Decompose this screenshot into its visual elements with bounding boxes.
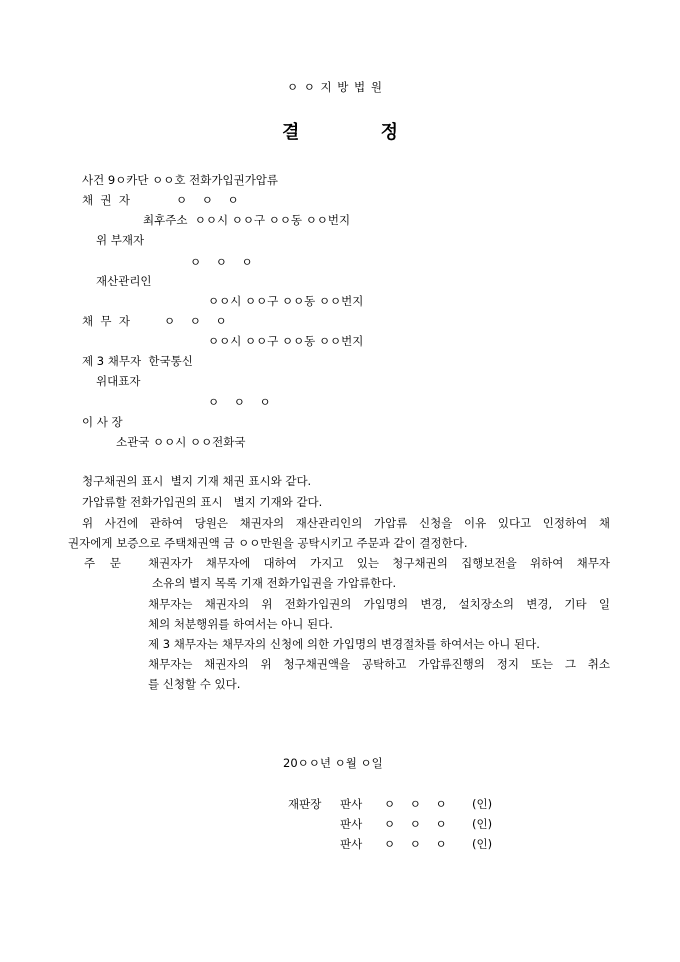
creditor-address: 최후주소 ㅇㅇ시 ㅇㅇ구 ㅇㅇ동 ㅇㅇ번지 bbox=[143, 213, 351, 227]
representative-name: ㅇ ㅇ ㅇ bbox=[208, 395, 271, 409]
judge-title: 판사 bbox=[340, 817, 363, 831]
order-4-line-1: 채무자는 채권자의 위 청구채권액을 공탁하고 가압류진행의 정지 또는 그 취소 bbox=[148, 657, 610, 671]
order-2-line-2: 체의 처분행위를 하여서는 아니 된다. bbox=[148, 617, 333, 631]
debtor-address: ㅇㅇ시 ㅇㅇ구 ㅇㅇ동 ㅇㅇ번지 bbox=[208, 334, 364, 348]
judge-name: ㅇ ㅇ ㅇ bbox=[384, 797, 447, 811]
document-title bbox=[282, 122, 398, 144]
director-label: 이 사 장 bbox=[82, 415, 123, 429]
debtor-label: 채 무 자 bbox=[82, 314, 130, 328]
reason-line-1: 위 사건에 관하여 당원은 채권자의 재산관리인의 가압류 신청을 이유 있다고 인정하여 채 bbox=[82, 516, 610, 530]
judge-seal: (인) bbox=[472, 817, 493, 831]
director-office: 소관국 ㅇㅇ시 ㅇㅇ전화국 bbox=[116, 435, 246, 449]
manager-label: 재산관리인 bbox=[96, 274, 152, 288]
judge-title: 판사 bbox=[340, 837, 363, 851]
absentee-label: 위 부재자 bbox=[96, 233, 145, 247]
absentee-name: ㅇ ㅇ ㅇ bbox=[190, 255, 253, 269]
case-number: 사건 9ㅇ카단 ㅇㅇ호 전화가입권가압류 bbox=[82, 173, 279, 187]
judge-role: 재판장 bbox=[288, 797, 322, 811]
title-char-2: 정 bbox=[380, 122, 398, 143]
judge-seal: (인) bbox=[472, 797, 493, 811]
title-char-1: 결 bbox=[282, 122, 300, 143]
order-1-line-2: 소유의 별지 목록 기재 전화가입권을 가압류한다. bbox=[152, 576, 397, 590]
order-4-line-2: 를 신청할 수 있다. bbox=[148, 677, 241, 691]
order-2-line-1: 채무자는 채권자의 위 전화가입권의 가입명의 변경, 설치장소의 변경, 기타 일 bbox=[148, 597, 610, 611]
manager-address: ㅇㅇ시 ㅇㅇ구 ㅇㅇ동 ㅇㅇ번지 bbox=[208, 294, 364, 308]
court-name: ㅇ ㅇ 지 방 법 원 bbox=[287, 80, 383, 94]
decision-date: 20ㅇㅇ년 ㅇ월 ㅇ일 bbox=[283, 756, 383, 770]
order-3: 제 3 채무자는 채무자의 신청에 의한 가입명의 변경절차를 하여서는 아니 된다. bbox=[148, 637, 540, 651]
judge-name: ㅇ ㅇ ㅇ bbox=[384, 837, 447, 851]
creditor-name: ㅇ ㅇ ㅇ bbox=[176, 193, 239, 207]
judge-title: 판사 bbox=[340, 797, 363, 811]
third-debtor: 제 3 채무자 한국통신 bbox=[82, 354, 193, 368]
creditor-label: 채 권 자 bbox=[82, 193, 130, 207]
judge-name: ㅇ ㅇ ㅇ bbox=[384, 817, 447, 831]
representative-label: 위대표자 bbox=[96, 374, 141, 388]
order-label: 주 문 bbox=[84, 556, 121, 570]
claim-display: 청구채권의 표시 별지 기재 채권 표시와 같다. bbox=[82, 474, 312, 488]
judge-seal: (인) bbox=[472, 837, 493, 851]
target-display: 가압류할 전화가입권의 표시 별지 기재와 같다. bbox=[82, 495, 323, 509]
debtor-name: ㅇ ㅇ ㅇ bbox=[164, 314, 227, 328]
order-1-line-1: 채권자가 채무자에 대하여 가지고 있는 청구채권의 집행보전을 위하여 채무자 bbox=[148, 556, 610, 570]
reason-line-2: 권자에게 보증으로 주택채권액 금 ㅇㅇ만원을 공탁시키고 주문과 같이 결정한다. bbox=[68, 536, 468, 550]
